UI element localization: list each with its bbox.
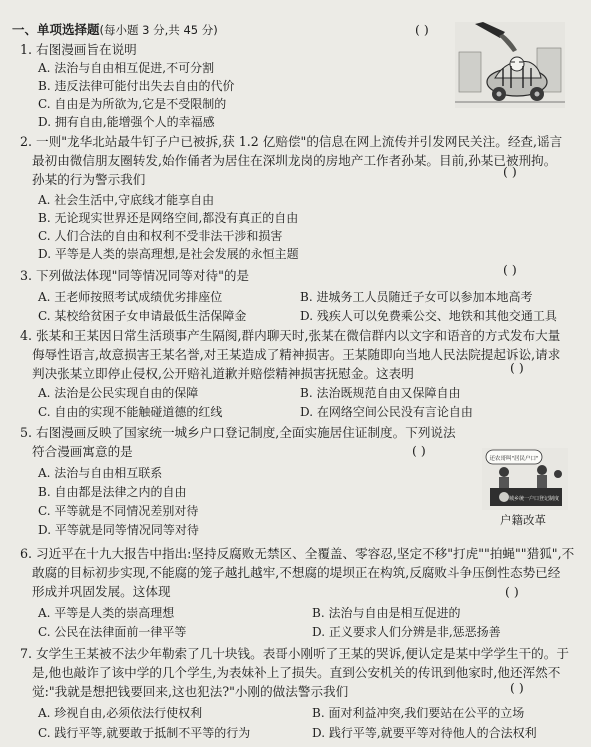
q4-line-2: 侮辱性语言,故意损害王某名誉,对王某造成了精神损害。王某随即向当地人民法院提起诉讼,请求 xyxy=(32,347,561,362)
q2-option-d[interactable]: D. 平等是人类的崇高理想,是社会发展的永恒主题 xyxy=(38,247,299,261)
q4-answer-paren: ( ) xyxy=(510,360,524,375)
section-header xyxy=(12,22,218,38)
q1-option-d[interactable]: D. 拥有自由,能增强个人的幸福感 xyxy=(38,115,215,129)
q1-option-a[interactable]: A. 法治与自由相互促进,不可分割 xyxy=(38,61,215,75)
q4-option-a[interactable]: A. 法治是公民实现自由的保障 xyxy=(38,386,199,400)
q7-answer-paren: ( ) xyxy=(510,680,524,695)
q1-answer-paren: ( ) xyxy=(415,22,429,37)
q5-cartoon xyxy=(482,448,568,510)
q5-line-2: 符合漫画寓意的是 xyxy=(32,444,133,459)
q5-cartoon-caption: 户籍改革 xyxy=(500,513,546,527)
q6-option-b[interactable]: B. 法治与自由是相互促进的 xyxy=(312,606,461,620)
q2-line-3: 孙某的行为警示我们 xyxy=(32,172,146,187)
q7-option-a[interactable]: A. 珍视自由,必须依法行使权利 xyxy=(38,706,203,720)
q4-option-b[interactable]: B. 法治既规范自由又保障自由 xyxy=(300,386,461,400)
q3-option-d[interactable]: D. 残疾人可以免费乘公交、地铁和其他交通工具 xyxy=(300,309,557,323)
q6-line-1: 6. 习近平在十九大报告中指出:坚持反腐败无禁区、全覆盖、零容忍,坚定不移"打虎""拍蝇""猎狐",不 xyxy=(20,546,575,561)
q2-line-2: 最初由微信朋友圈转发,始作俑者为居住在深圳龙岗的房地产工作者孙某。目前,孙某已被刑拘。 xyxy=(32,153,557,168)
section-note: (每小题 3 分,共 45 分) xyxy=(99,23,218,37)
q2-option-c[interactable]: C. 人们合法的自由和权利不受非法干涉和损害 xyxy=(38,229,283,243)
q3-option-b[interactable]: B. 进城务工人员随迁子女可以参加本地高考 xyxy=(300,290,533,304)
q5-cartoon-board-text: 城乡统一户口登记制度 xyxy=(508,496,560,502)
q6-option-d[interactable]: D. 正义要求人们分辨是非,惩恶扬善 xyxy=(312,625,501,639)
q5-line-1: 5. 右图漫画反映了国家统一城乡户口登记制度,全面实施居住证制度。下列说法 xyxy=(20,425,456,440)
q7-option-c[interactable]: C. 践行平等,就要敢于抵制不平等的行为 xyxy=(38,726,251,740)
q7-option-b[interactable]: B. 面对利益冲突,我们要站在公平的立场 xyxy=(312,706,525,720)
q4-option-d[interactable]: D. 在网络空间公民没有言论自由 xyxy=(300,405,473,419)
q7-line-2: 是,他也敲诈了该中学的几个学生,为表妹补上了损失。直到公安机关的传讯到他家时,他还浑然不 xyxy=(32,665,561,680)
q6-line-3: 形成并巩固发展。这体现 xyxy=(32,584,171,599)
q1-option-b[interactable]: B. 违反法律可能付出失去自由的代价 xyxy=(38,79,235,93)
q3-option-a[interactable]: A. 王老师按照考试成绩优劣排座位 xyxy=(38,290,223,304)
q1-stem: 1. 右图漫画旨在说明 xyxy=(20,42,137,57)
q5-answer-paren: ( ) xyxy=(412,443,426,458)
q6-option-a[interactable]: A. 平等是人类的崇高理想 xyxy=(38,606,175,620)
q7-option-d[interactable]: D. 践行平等,就要平等对待他人的合法权利 xyxy=(312,726,537,740)
q5-option-b[interactable]: B. 自由都是法律之内的自由 xyxy=(38,485,187,499)
q2-option-b[interactable]: B. 无论现实世界还是网络空间,都没有真正的自由 xyxy=(38,211,299,225)
q4-line-1: 4. 张某和王某因日常生活琐事产生隔阂,群内聊天时,张某在微信群内以文字和语音的方式发布大量 xyxy=(20,328,561,343)
q4-option-c[interactable]: C. 自由的实现不能触碰道德的红线 xyxy=(38,405,223,419)
section-title: 一、单项选择题 xyxy=(12,22,100,37)
q5-option-a[interactable]: A. 法治与自由相互联系 xyxy=(38,466,163,480)
q5-cartoon-bubble-text: 还农哥叫"居民户口" xyxy=(489,456,539,462)
q1-option-c[interactable]: C. 自由是为所欲为,它是不受限制的 xyxy=(38,97,227,111)
q5-option-c[interactable]: C. 平等就是不同情况差别对待 xyxy=(38,504,199,518)
q5-option-d[interactable]: D. 平等就是同等情况同等对待 xyxy=(38,523,199,537)
q7-line-1: 7. 女学生王某被不法少年勒索了几十块钱。表哥小刚听了王某的哭诉,便认定是某中学学生干的。于 xyxy=(20,646,569,661)
q2-option-a[interactable]: A. 社会生活中,守底线才能享自由 xyxy=(38,193,215,207)
q7-line-3: 觉:"我就是想把钱要回来,这也犯法?"小刚的做法警示我们 xyxy=(32,684,349,699)
q6-line-2: 敢腐的目标初步实现,不能腐的笼子越扎越牢,不想腐的堤坝正在构筑,反腐败斗争压倒性态势已经 xyxy=(32,565,561,580)
q2-line-1: 2. 一则"龙华北站最牛钉子户已被拆,获 1.2 亿赔偿"的信息在网上流传并引发网民关注。经查,谣言 xyxy=(20,134,563,149)
q3-answer-paren: ( ) xyxy=(503,262,517,277)
q1-cartoon xyxy=(455,22,565,108)
q3-stem: 3. 下列做法体现"同等情况同等对待"的是 xyxy=(20,268,250,283)
q6-option-c[interactable]: C. 公民在法律面前一律平等 xyxy=(38,625,187,639)
q6-answer-paren: ( ) xyxy=(505,584,519,599)
q4-line-3: 判决张某立即停止侵权,公开赔礼道歉并赔偿精神损害抚慰金。这表明 xyxy=(32,366,414,381)
q3-option-c[interactable]: C. 某校给贫困子女申请最低生活保障金 xyxy=(38,309,247,323)
q2-answer-paren: ( ) xyxy=(503,164,517,179)
